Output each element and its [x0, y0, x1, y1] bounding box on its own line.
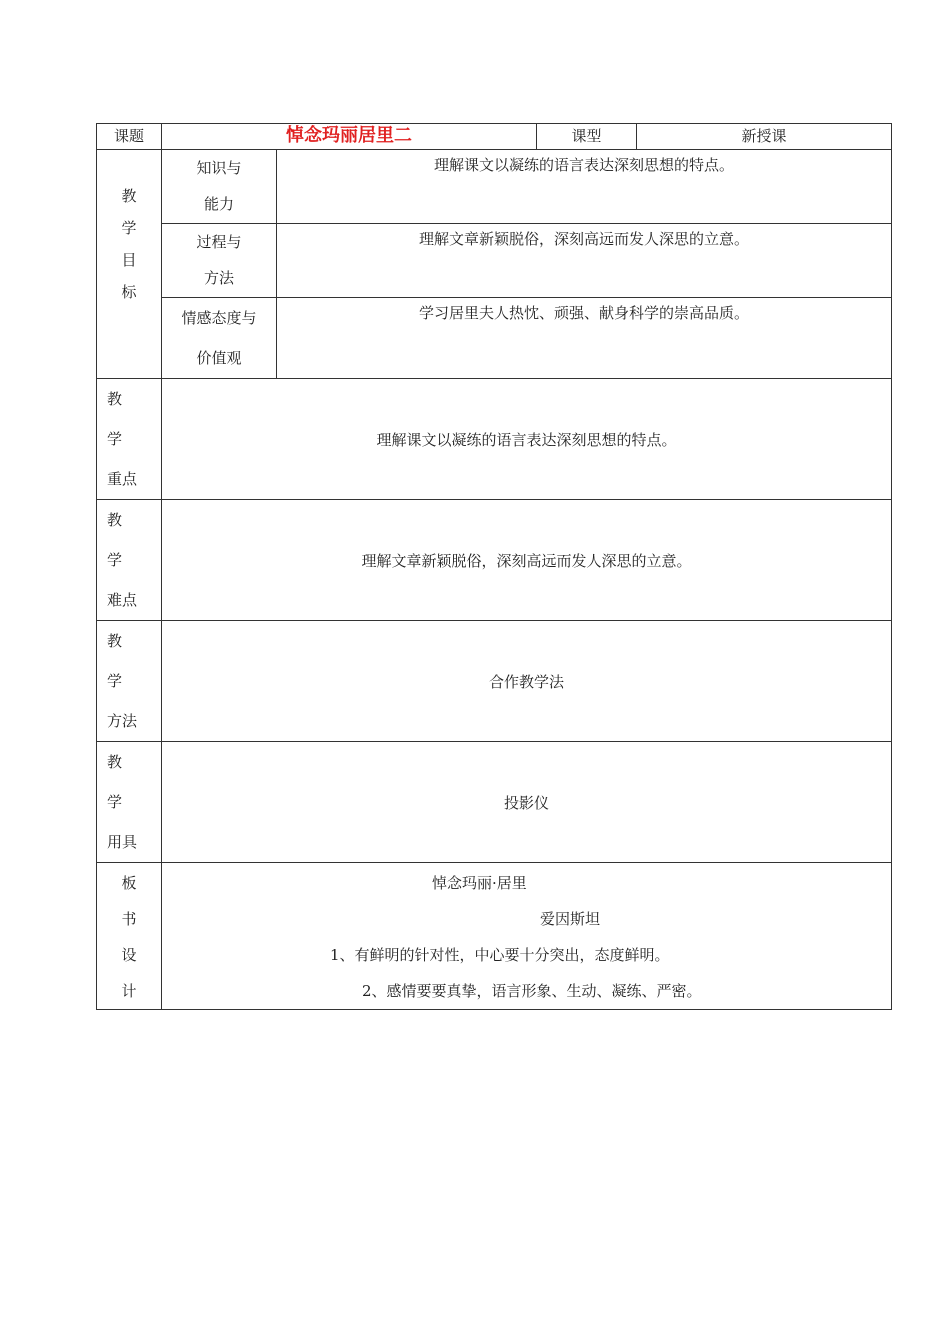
lesson-title: 悼念玛丽居里二: [286, 125, 412, 146]
board-point: 2、感情要要真挚，语言形象、生动、凝练、严密。: [362, 982, 702, 1000]
objective-row-attitude: [97, 298, 892, 379]
board-label: [97, 863, 162, 1010]
board-label-char: 计: [121, 982, 137, 1000]
objective-label-line: 知识与: [196, 159, 242, 177]
section-label-line: 难点: [107, 591, 138, 609]
board-label-char: 设: [121, 946, 137, 964]
objective-label: [162, 224, 277, 298]
board-content: [162, 863, 892, 1010]
section-text: 理解文章新颖脱俗，深刻高远而发人深思的立意。: [162, 500, 892, 621]
section-label-line: 重点: [107, 470, 138, 488]
section-label: [97, 500, 162, 621]
section-row-method: [97, 621, 892, 742]
objective-label-line: 能力: [203, 195, 234, 213]
topic-label: 课题: [97, 124, 162, 150]
section-label-line: 教 学: [107, 511, 137, 569]
section-label-line: 教 学: [107, 390, 137, 448]
objective-text: 学习居里夫人热忱、顽强、献身科学的崇高品质。: [277, 298, 892, 379]
lesson-title-cell: [162, 124, 537, 150]
board-author: 爱因斯坦: [540, 910, 601, 928]
objectives-label: [97, 150, 162, 379]
header-row: [97, 124, 892, 150]
section-label: [97, 742, 162, 863]
objective-label-line: 方法: [203, 269, 234, 287]
section-row-difficulties: [97, 500, 892, 621]
objective-label: [162, 298, 277, 379]
section-label: [97, 379, 162, 500]
section-row-key-points: [97, 379, 892, 500]
board-title: 悼念玛丽·居里: [432, 874, 527, 892]
section-text: 合作教学法: [162, 621, 892, 742]
section-label-line: 方法: [107, 712, 138, 730]
section-label: [97, 621, 162, 742]
objectives-label-char: 目: [121, 251, 137, 269]
section-row-tools: [97, 742, 892, 863]
board-design-row: [97, 863, 892, 1010]
board-label-char: 书: [121, 910, 137, 928]
objective-row-knowledge: [97, 150, 892, 224]
objective-row-process: [97, 224, 892, 298]
objectives-label-char: 学: [121, 219, 137, 237]
objective-label-line: 价值观: [196, 349, 242, 367]
type-value: 新授课: [637, 124, 892, 150]
objective-text: 理解文章新颖脱俗，深刻高远而发人深思的立意。: [277, 224, 892, 298]
board-point: 1、有鲜明的针对性，中心要十分突出，态度鲜明。: [330, 946, 670, 964]
section-text: 理解课文以凝练的语言表达深刻思想的特点。: [162, 379, 892, 500]
lesson-plan-table: [96, 123, 892, 1010]
objective-label: [162, 150, 277, 224]
section-label-line: 用具: [107, 833, 138, 851]
objectives-label-char: 教: [121, 187, 137, 205]
objective-text: 理解课文以凝练的语言表达深刻思想的特点。: [277, 150, 892, 224]
board-label-char: 板: [121, 874, 137, 892]
objective-label-line: 过程与: [196, 233, 242, 251]
section-label-line: 教 学: [107, 632, 137, 690]
objective-label-line: 情感态度与: [181, 309, 257, 327]
objectives-label-char: 标: [121, 283, 137, 301]
section-text: 投影仪: [162, 742, 892, 863]
type-label: 课型: [537, 124, 637, 150]
section-label-line: 教 学: [107, 753, 137, 811]
